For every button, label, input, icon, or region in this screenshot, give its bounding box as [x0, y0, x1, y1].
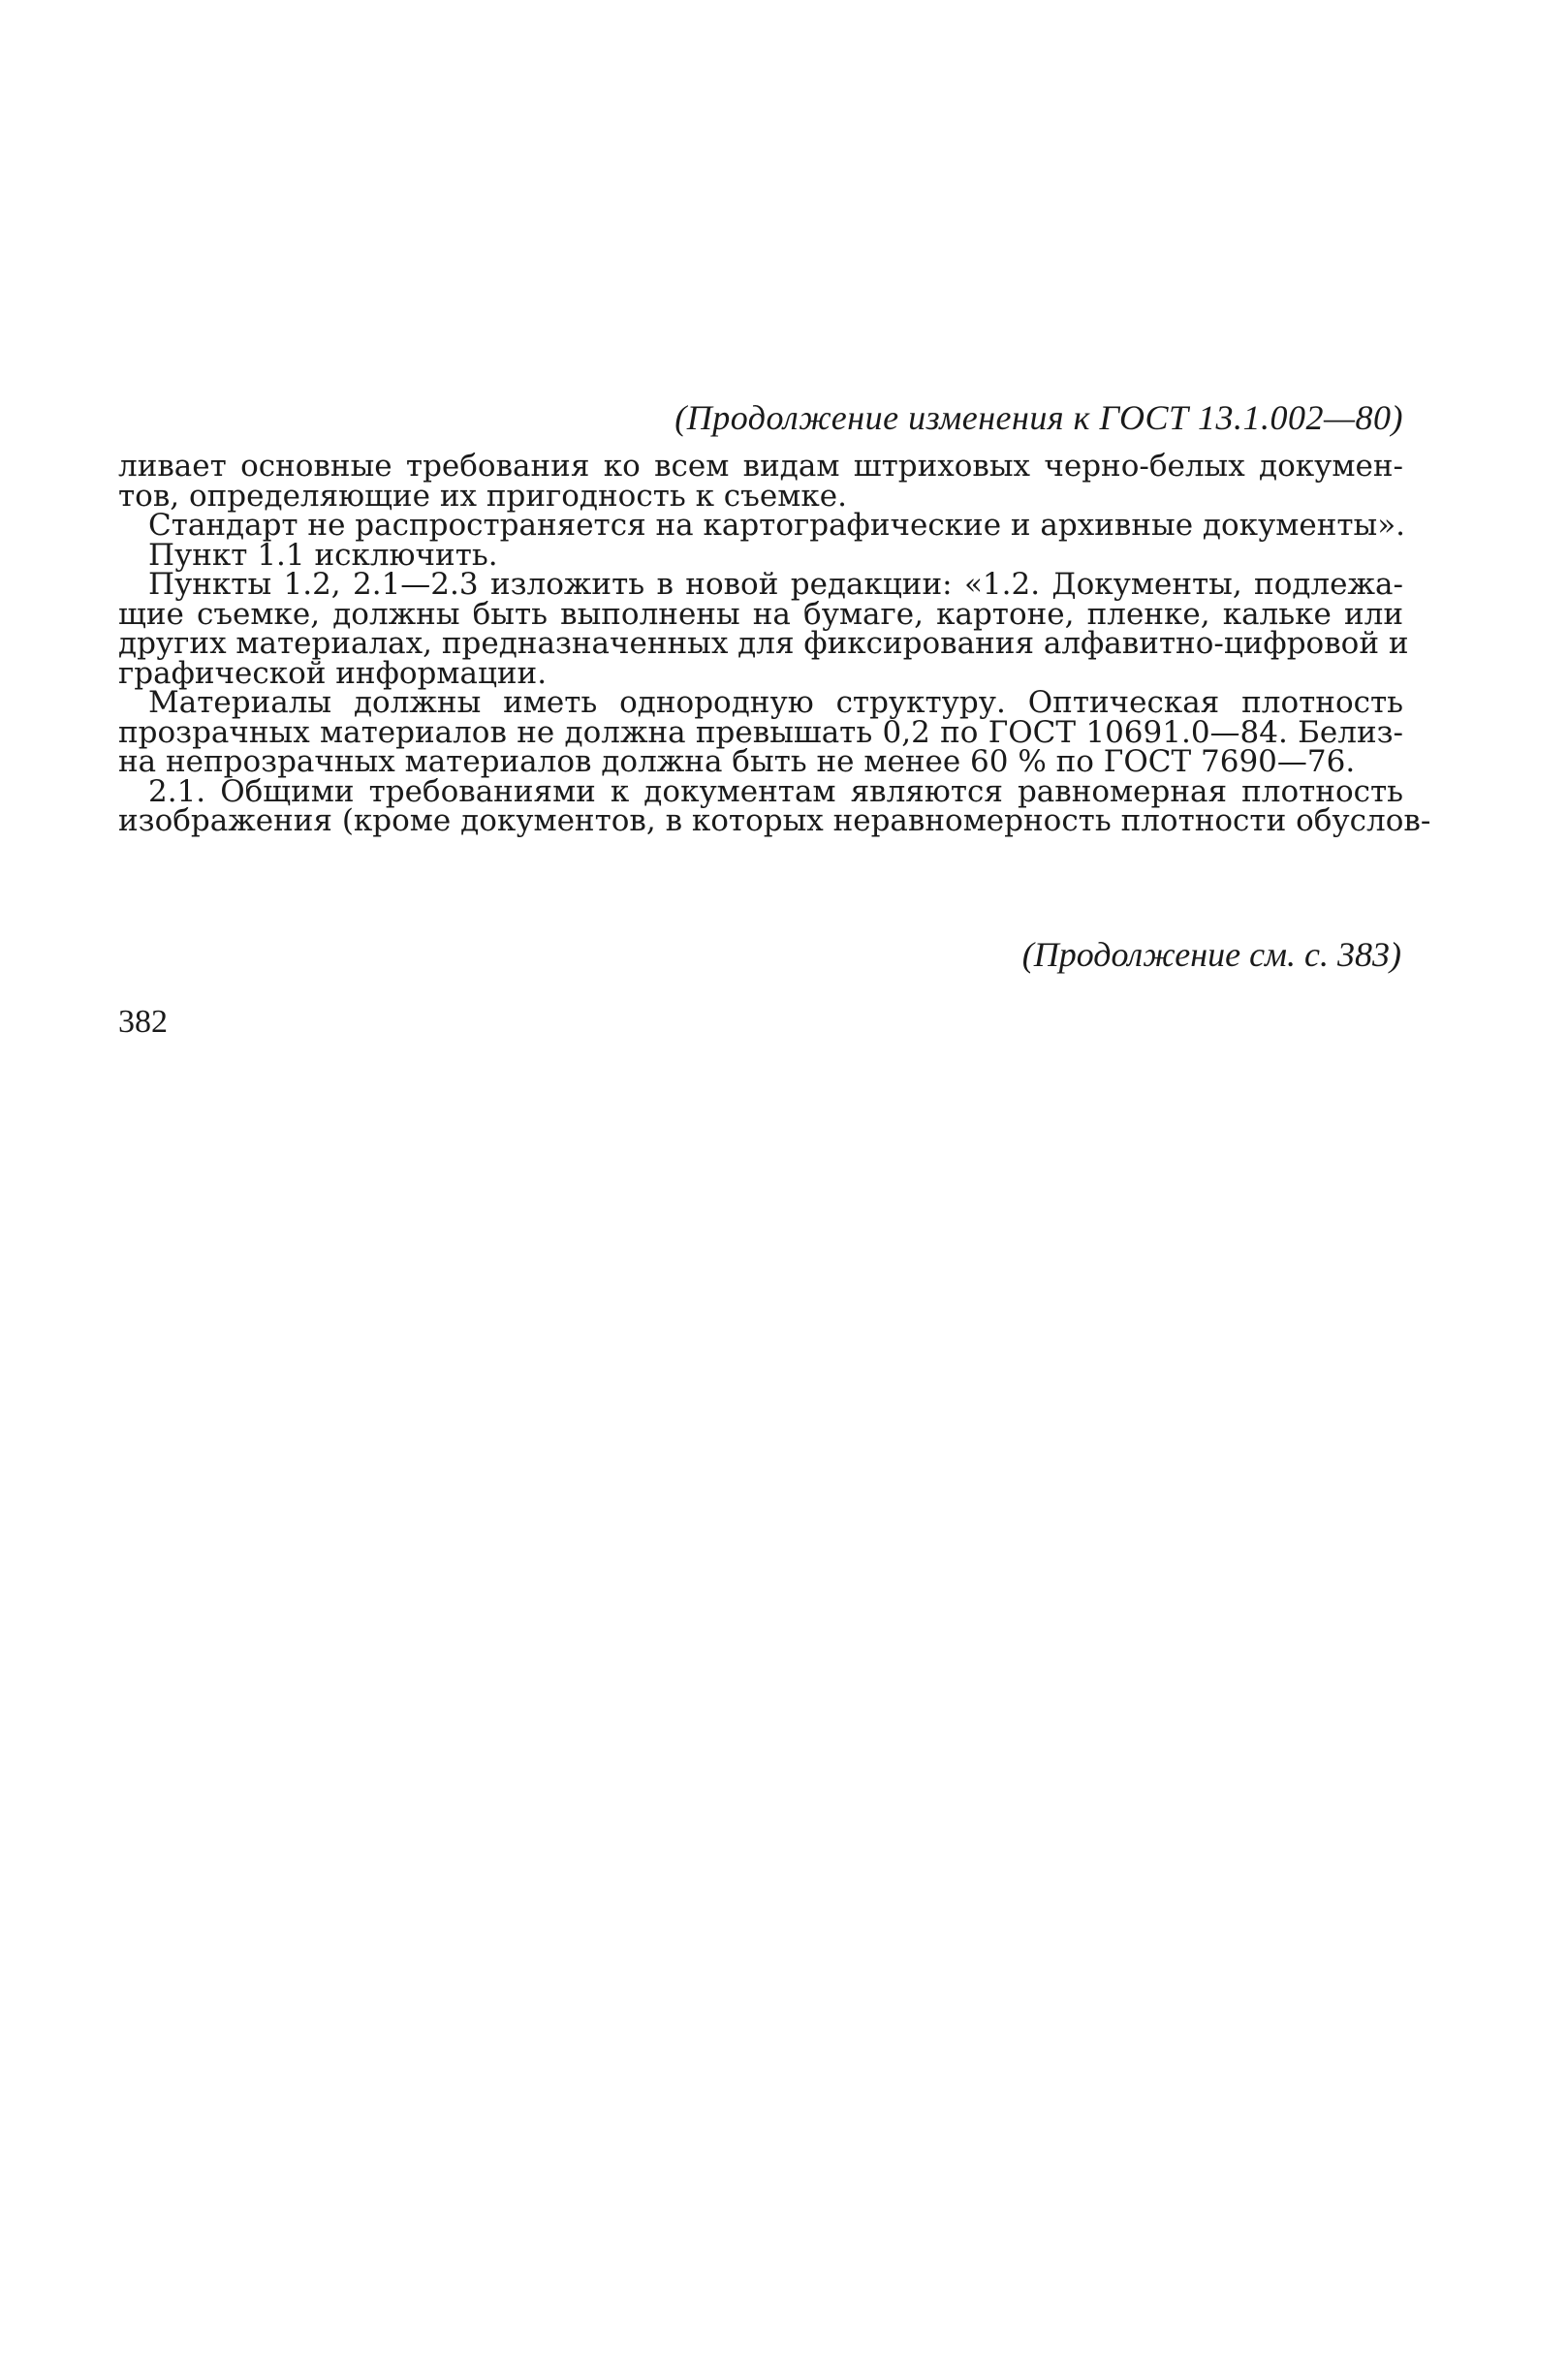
text-line: щие съемке, должны быть выполнены на бумаге, картоне, пленке, кальке или — [118, 596, 1403, 632]
continuation-footer: (Продолжение см. с. 383) — [1021, 935, 1401, 974]
text-line: Пункт 1.1 исключить. — [148, 537, 498, 573]
continuation-header: (Продолжение изменения к ГОСТ 13.1.002—80) — [674, 398, 1403, 437]
text-line: графической информации. — [118, 655, 548, 691]
text-line: прозрачных материалов не должна превышать 0,2 по ГОСТ 10691.0—84. Белиз- — [118, 714, 1403, 750]
text-line: изображения (кроме документов, в которых неравномерность плотности обуслов- — [118, 803, 1431, 838]
text-line: Стандарт не распространяется на картографические и архивные документы». — [148, 508, 1406, 543]
text-line: на непрозрачных материалов должна быть не менее 60 % по ГОСТ 7690—76. — [118, 744, 1356, 779]
body-text — [118, 449, 1431, 838]
text-line: Материалы должны иметь однородную структуру. Оптическая плотность — [148, 685, 1403, 720]
page-number: 382 — [118, 1004, 168, 1040]
text-line: тов, определяющие их пригодность к съемке. — [118, 478, 847, 514]
text-line: ливает основные требования ко всем видам штриховых черно-белых докумен- — [118, 449, 1403, 484]
text-line: других материалах, предназначенных для фиксирования алфавитно-цифровой и — [118, 626, 1409, 661]
text-line: 2.1. Общими требованиями к документам являются равномерная плотность — [148, 773, 1403, 809]
text-line: Пункты 1.2, 2.1—2.3 изложить в новой редакции: «1.2. Документы, подлежа- — [148, 567, 1403, 602]
